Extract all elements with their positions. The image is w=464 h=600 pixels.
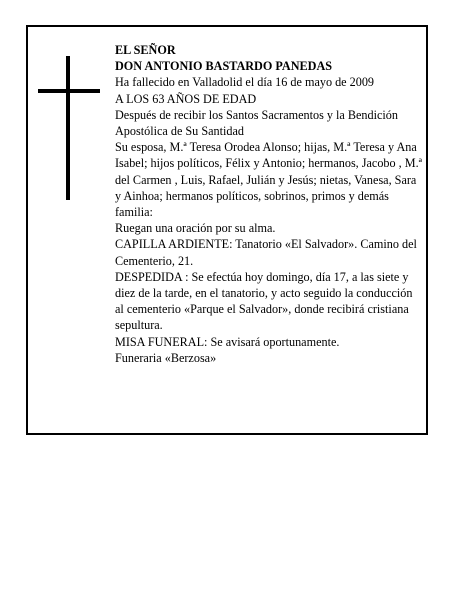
obituary-notice <box>26 25 428 435</box>
farewell-info: DESPEDIDA : Se efectúa hoy domingo, día 17, a las siete y diez de la tarde, en el tanatorio, y acto seguido la conducción al cementerio «Parque el Salvador», donde recibirá cristiana sepultura. <box>115 269 413 333</box>
notice-title: EL SEÑOR <box>115 43 176 57</box>
funeral-mass-info: MISA FUNERAL: Se avisará oportunamente. <box>115 334 340 349</box>
age-line: A LOS 63 AÑOS DE EDAD <box>115 91 257 106</box>
death-line: Ha fallecido en Valladolid el día 16 de mayo de 2009 <box>115 75 375 90</box>
cross-vertical-bar <box>66 56 70 200</box>
sacraments-line: Después de recibir los Santos Sacramentos y la Bendición Apostólica de Su Santidad <box>115 107 398 139</box>
chapel-info: CAPILLA ARDIENTE: Tanatorio «El Salvador». Camino del Cementerio, 21. <box>115 237 417 268</box>
prayer-line: Ruegan una oración por su alma. <box>115 221 276 236</box>
cross-horizontal-bar <box>38 89 100 93</box>
cross-icon <box>38 56 100 200</box>
funeral-home: Funeraria «Berzosa» <box>115 350 217 365</box>
family-list: Su esposa, M.ª Teresa Orodea Alonso; hijas, M.ª Teresa y Ana Isabel; hijos políticos, Félix y Antonio; hermanos, Jacobo , M.ª del Carmen , Luis, Rafael, Julián y Jesús; nietas, Vanesa, Sara y Ainhoa; hermanos políticos, sobrinos, primos y demás familia: <box>115 140 423 220</box>
deceased-name: DON ANTONIO BASTARDO PANEDAS <box>115 59 333 74</box>
obituary-text <box>115 42 423 366</box>
